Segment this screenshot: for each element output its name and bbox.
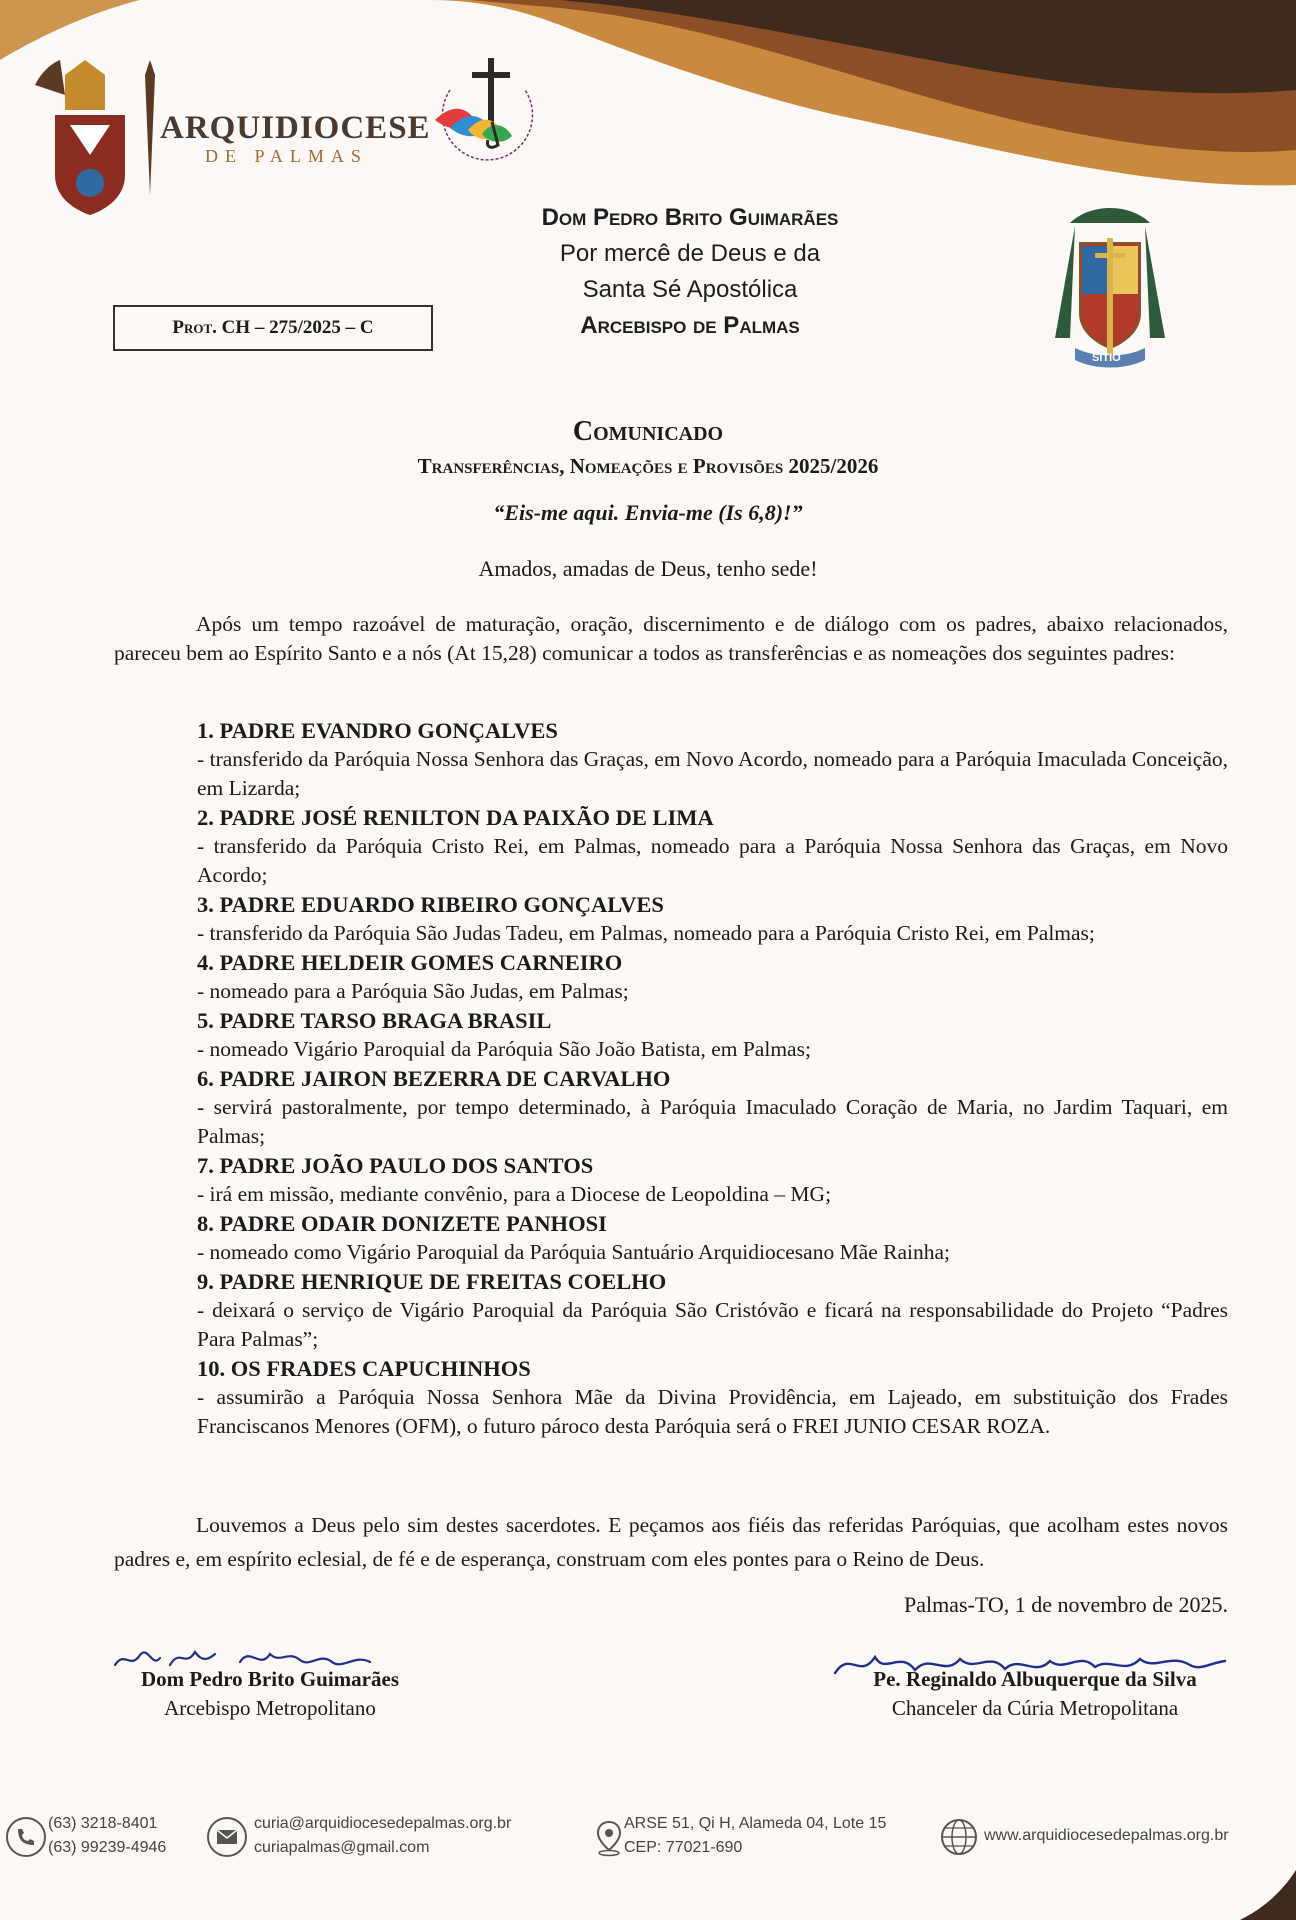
closing-paragraph: Louvemos a Deus pelo sim destes sacerdotes. E peçamos aos fiéis das referidas Paróquias, que acolham estes novos padres e, em espírito eclesial, de fé e de esperança, construam com eles pontes para o Reino de Deus. [114,1513,1228,1571]
list-item [197,1267,1228,1354]
list-item [197,1209,1228,1267]
footer-corner-decoration [1240,1870,1296,1920]
item-heading: 2. PADRE JOSÉ RENILTON DA PAIXÃO DE LIMA [197,805,714,830]
list-item [197,1354,1228,1441]
globe-icon [938,1816,980,1858]
list-item [197,1151,1228,1209]
email-1[interactable]: curia@arquidiocesedepalmas.org.br [254,1815,512,1832]
protocol-number-box: Prot. CH – 275/2025 – C [113,305,433,351]
greeting: Amados, amadas de Deus, tenho sede! [478,556,818,581]
item-description: - nomeado Vigário Paroquial da Paróquia São João Batista, em Palmas; [197,1037,811,1061]
item-description: - nomeado para a Paróquia São Judas, em Palmas; [197,979,629,1003]
signature-block-archbishop [110,1665,430,1723]
item-description: - transferido da Paróquia Cristo Rei, em Palmas, nomeado para a Paróquia Nossa Senhora das Graças, em Novo Acordo; [197,834,1228,887]
appointments-list [197,716,1228,1441]
issuer-line-2: Por mercê de Deus e da [559,240,821,267]
org-subtitle: DE PALMAS [205,146,368,166]
org-name: ARQUIDIOCESE [160,110,431,146]
signature-block-chancellor [830,1665,1240,1723]
scripture-quote: “Eis-me aqui. Envia-me (Is 6,8)!” [493,500,803,525]
list-item [197,890,1228,948]
address-line-2: CEP: 77021-690 [624,1839,743,1856]
email-addresses [254,1812,511,1860]
item-heading: 7. PADRE JOÃO PAULO DOS SANTOS [197,1153,594,1178]
item-description: - nomeado como Vigário Paroquial da Paróquia Santuário Arquidiocesano Mãe Rainha; [197,1240,951,1264]
item-description: - transferido da Paróquia São Judas Tadeu, em Palmas, nomeado para a Paróquia Cristo Rei, em Palmas; [197,921,1095,945]
item-heading: 4. PADRE HELDEIR GOMES CARNEIRO [197,950,623,975]
signatory-role: Arcebispo Metropolitano [164,1696,376,1720]
item-description: - servirá pastoralmente, por tempo determinado, à Paróquia Imaculado Coração de Maria, no Jardim Taquari, em Palmas; [197,1095,1228,1148]
item-description: - irá em missão, mediante convênio, para a Diocese de Leopoldina – MG; [197,1182,832,1206]
postal-address [624,1812,886,1860]
signatory-name: Dom Pedro Brito Guimarães [141,1667,399,1691]
email-icon [206,1816,248,1858]
list-item [197,1064,1228,1151]
address-line-1: ARSE 51, Qi H, Alameda 04, Lote 15 [624,1815,887,1832]
item-description: - transferido da Paróquia Nossa Senhora das Graças, em Novo Acordo, nomeado para a Paróquia Imaculada Conceição, em Lizarda; [197,747,1228,800]
header-issuer [470,200,910,344]
item-description: - assumirão a Paróquia Nossa Senhora Mãe da Divina Providência, em Lajeado, em substituição dos Frades Franciscanos Menores (OFM), o futuro pároco desta Paróquia será o FREI JUNIO CESAR ROZA. [197,1385,1228,1438]
item-heading: 5. PADRE TARSO BRAGA BRASIL [197,1008,552,1033]
item-heading: 8. PADRE ODAIR DONIZETE PANHOSI [197,1211,607,1236]
phone-2: (63) 99239-4946 [48,1839,167,1856]
signatory-role: Chanceler da Cúria Metropolitana [891,1696,1179,1720]
list-item [197,716,1228,803]
list-item [197,1006,1228,1064]
issuer-title: Arcebispo de Palmas [580,312,800,339]
signatory-name: Pe. Reginaldo Albuquerque da Silva [873,1667,1197,1691]
item-heading: 6. PADRE JAIRON BEZERRA DE CARVALHO [197,1066,671,1091]
document-date: Palmas-TO, 1 de novembro de 2025. [903,1592,1228,1617]
document-title: Comunicado [572,416,724,447]
phone-1: (63) 3218-8401 [48,1815,158,1832]
phone-icon [5,1816,47,1858]
website-link[interactable]: www.arquidiocesedepalmas.org.br [984,1827,1229,1844]
item-heading: 1. PADRE EVANDRO GONÇALVES [197,718,558,743]
issuer-name: Dom Pedro Brito Guimarães [541,204,839,231]
item-description: - deixará o serviço de Vigário Paroquial da Paróquia São Cristóvão e ficará na responsabilidade do Projeto “Padres Para Palmas”; [197,1298,1228,1351]
item-heading: 9. PADRE HENRIQUE DE FREITAS COELHO [197,1269,667,1294]
list-item [197,803,1228,890]
coat-motto: SITIO [1092,352,1121,364]
item-heading: 3. PADRE EDUARDO RIBEIRO GONÇALVES [197,892,664,917]
jubilee-logo [420,50,545,175]
document-subtitle: Transferências, Nomeações e Provisões 2025/2026 [417,454,879,478]
item-heading: 10. OS FRADES CAPUCHINHOS [197,1356,531,1381]
list-item [197,948,1228,1006]
footer-contacts [0,1808,1296,1888]
issuer-line-3: Santa Sé Apostólica [582,276,798,303]
phone-numbers [48,1812,166,1860]
email-2[interactable]: curiapalmas@gmail.com [254,1839,430,1856]
intro-paragraph: Após um tempo razoável de maturação, oração, discernimento e de diálogo com os padres, abaixo relacionados, pareceu bem ao Espírito Santo e a nós (At 15,28) comunicar a todos as transferências e as nomeações dos seguintes padres: [114,612,1228,665]
